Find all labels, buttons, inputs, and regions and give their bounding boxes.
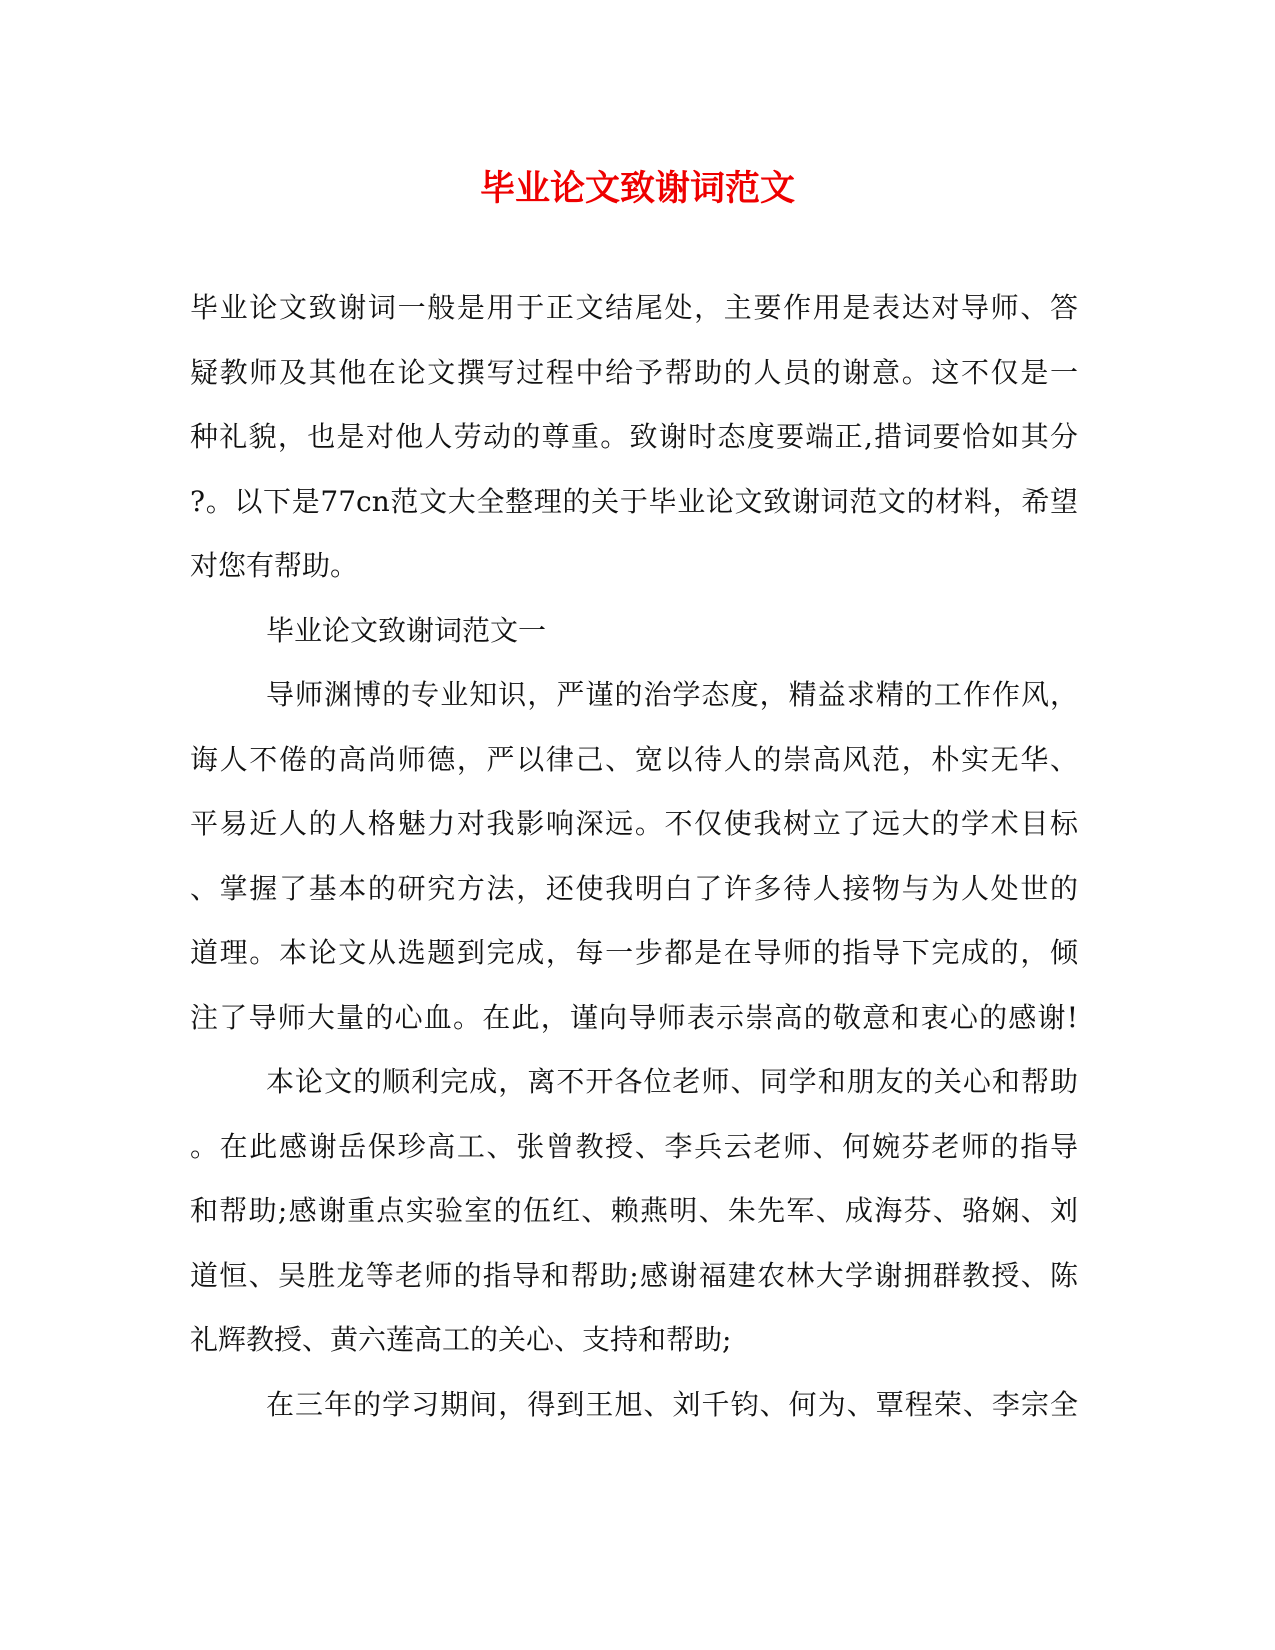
- intro-line: ?。以下是77cn范文大全整理的关于毕业论文致谢词范文的材料，希望: [190, 484, 1078, 518]
- document-title: 毕业论文致谢词范文: [479, 168, 795, 209]
- paragraph-advisor-thanks: [190, 663, 1078, 1050]
- intro-line: 毕业论文致谢词一般是用于正文结尾处，主要作用是表达对导师、答: [190, 291, 1078, 324]
- paragraph-line: 和帮助;感谢重点实验室的伍红、赖燕明、朱先军、成海芬、骆娴、刘: [190, 1194, 1078, 1227]
- paragraph-classmates-thanks: [190, 1373, 1078, 1438]
- paragraph-line: 平易近人的人格魅力对我影响深远。不仅使我树立了远大的学术目标: [190, 807, 1078, 840]
- paragraph-teachers-thanks: [190, 1050, 1078, 1373]
- section-heading: 毕业论文致谢词范文一: [266, 613, 547, 647]
- paragraph-line: 道理。本论文从选题到完成，每一步都是在导师的指导下完成的，倾: [190, 936, 1078, 969]
- paragraph-line: 导师渊博的专业知识，严谨的治学态度，精益求精的工作作风，: [266, 678, 1078, 711]
- paragraph-line: 注了导师大量的心血。在此，谨向导师表示崇高的敬意和衷心的感谢!: [190, 1000, 1078, 1034]
- paragraph-line: 、掌握了基本的研究方法，还使我明白了许多待人接物与为人处世的: [190, 871, 1078, 905]
- paragraph-line: 道恒、吴胜龙等老师的指导和帮助;感谢福建农林大学谢拥群教授、陈: [190, 1258, 1078, 1292]
- intro-line: 对您有帮助。: [190, 549, 359, 582]
- paragraph-line: 在三年的学习期间，得到王旭、刘千钧、何为、覃程荣、李宗全: [266, 1387, 1078, 1421]
- intro-paragraph: [190, 276, 1078, 599]
- paragraph-line: 诲人不倦的高尚师德，严以律己、宽以待人的崇高风范，朴实无华、: [190, 742, 1078, 776]
- document-body: [190, 276, 1078, 1437]
- paragraph-line: 礼辉教授、黄六莲高工的关心、支持和帮助;: [190, 1323, 732, 1356]
- paragraph-line: 。在此感谢岳保珍高工、张曾教授、李兵云老师、何婉芬老师的指导: [190, 1129, 1078, 1163]
- paragraph-line: 本论文的顺利完成，离不开各位老师、同学和朋友的关心和帮助: [266, 1065, 1078, 1098]
- intro-line: 种礼貌，也是对他人劳动的尊重。致谢时态度要端正,措词要恰如其分: [190, 420, 1078, 453]
- intro-line: 疑教师及其他在论文撰写过程中给予帮助的人员的谢意。这不仅是一: [190, 355, 1078, 389]
